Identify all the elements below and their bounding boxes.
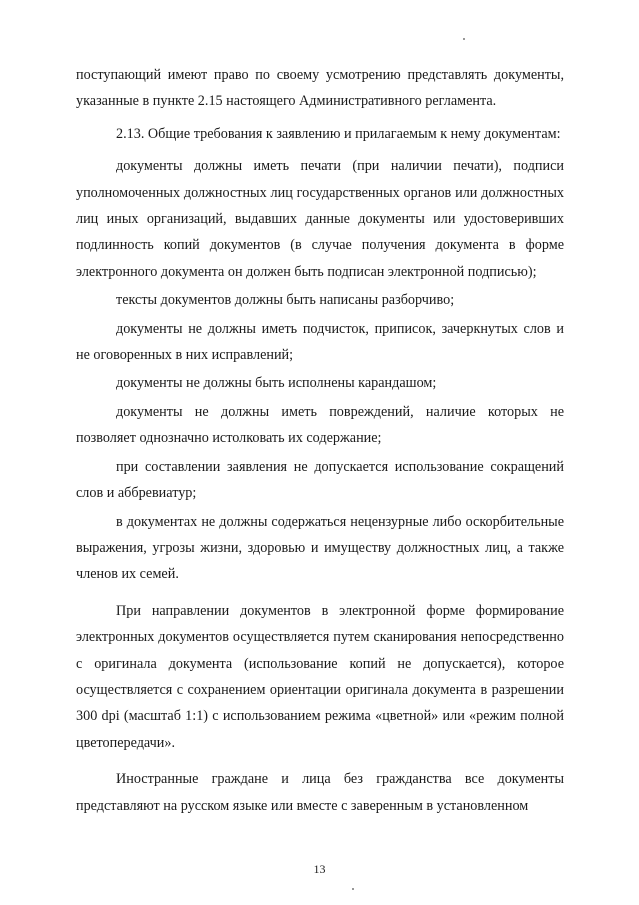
- paragraph-continuation: поступающий имеют право по своему усмотрению представлять документы, указанные в пункте 2.15 настоящего Административного регламента.: [76, 67, 564, 110]
- paragraph-no-pencil: документы не должны быть исполнены карандашом;: [116, 375, 437, 392]
- paragraph-no-abbreviations: при составлении заявления не допускается использование сокращений слов и аббревиатур;: [76, 458, 564, 502]
- page-number: 13: [313, 862, 326, 876]
- paragraph-seals-signatures: документы должны иметь печати (при наличии печати), подписи уполномоченных должностных лиц государственных органов или должностных лиц иных организаций, выдавших данные документы или удостоверивших подлинность копий документов (в случае получения документа в форме электронного документа он должен быть подписан электронной подписью);: [76, 158, 564, 280]
- paragraph-legible-text: тексты документов должны быть написаны разборчиво;: [116, 292, 455, 309]
- paragraph-section-2-13: 2.13. Общие требования к заявлению и прилагаемым к нему документам:: [116, 125, 561, 142]
- paragraph-no-obscenity: в документах не должны содержаться нецензурные либо оскорбительные выражения, угрозы жизни, здоровью и имуществу должностных лиц, а также членов их семей.: [76, 513, 564, 583]
- document-body: [76, 62, 564, 819]
- scan-speck: [463, 38, 465, 40]
- paragraph-no-erasures: документы не должны иметь подчисток, приписок, зачеркнутых слов и не оговоренных в них исправлений;: [76, 320, 564, 364]
- scan-speck: [352, 888, 354, 890]
- paragraph-foreign-citizens: Иностранные граждане и лица без гражданства все документы представляют на русском языке или вместе с заверенным в установленном: [76, 771, 564, 814]
- paragraph-no-damage: документы не должны иметь повреждений, наличие которых не позволяет однозначно истолковать их содержание;: [76, 403, 564, 447]
- paragraph-electronic-scanning: При направлении документов в электронной форме формирование электронных документов осуществляется путем сканирования непосредственно с оригинала документа (использование копий не допускается), которое осуществляется с сохранением ориентации оригинала документа в разрешении 300 dpi (масштаб 1:1) с использованием режима «цветной» или «режим полной цветопередачи».: [76, 602, 564, 751]
